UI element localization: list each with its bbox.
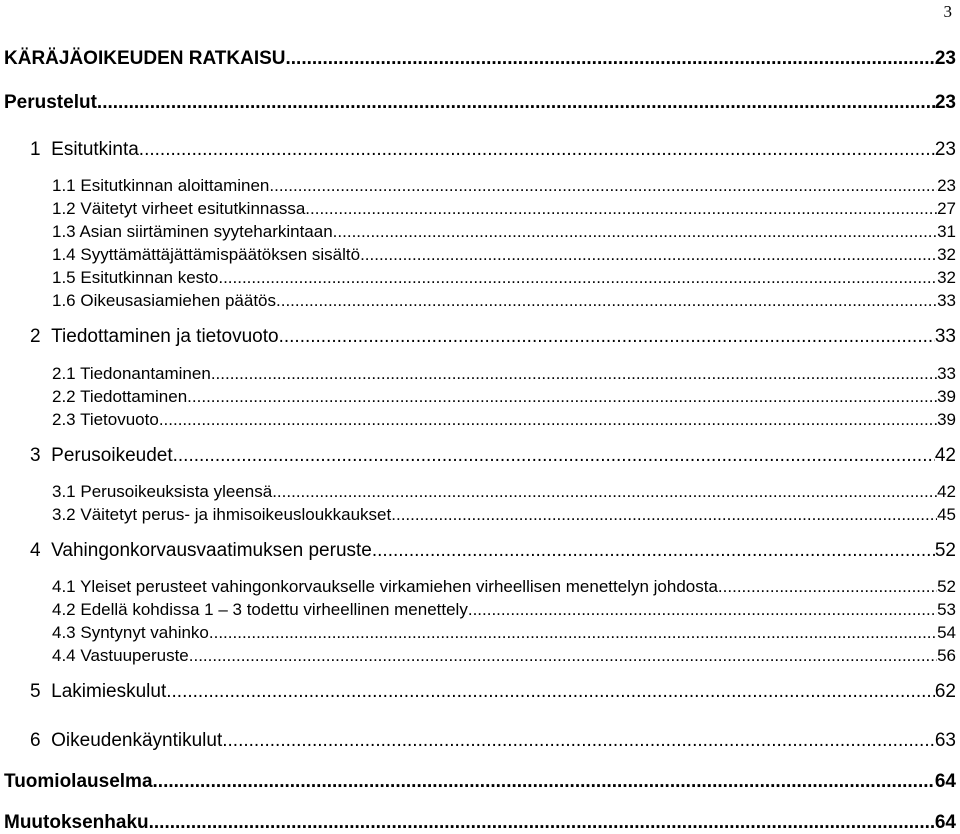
dot-leader (468, 600, 937, 620)
dot-leader (139, 139, 935, 161)
toc-entry-1-4[interactable] (52, 245, 956, 265)
toc-page: 33 (937, 364, 956, 383)
toc-page: 56 (937, 646, 956, 665)
toc-label: KÄRÄJÄOIKEUDEN RATKAISU (4, 48, 286, 69)
dot-leader (153, 771, 935, 793)
dot-leader (166, 681, 935, 703)
toc-page: 53 (937, 600, 956, 619)
toc-label: 4.2 Edellä kohdissa 1 – 3 todettu virheellinen menettely (52, 600, 468, 619)
toc-page: 27 (937, 199, 956, 218)
toc-label: 5 Lakimieskulut (30, 681, 167, 702)
toc-entry-perustelut[interactable] (4, 92, 956, 114)
toc-label: 1.3 Asian siirtäminen syyteharkintaan (52, 222, 333, 241)
dot-leader (372, 540, 935, 562)
toc-entry-6[interactable] (30, 730, 956, 752)
toc-page: 32 (937, 245, 956, 264)
toc-label: 1.5 Esitutkinnan kesto (52, 268, 219, 287)
toc-label: 1 Esitutkinta (30, 139, 139, 160)
dot-leader (149, 812, 935, 834)
toc-entry-karajaoikeuden-ratkaisu[interactable] (4, 48, 956, 70)
toc-page: 23 (937, 176, 956, 195)
toc-entry-2-2[interactable] (52, 387, 956, 407)
dot-leader (209, 623, 937, 643)
toc-label: 2.3 Tietovuoto (52, 410, 159, 429)
toc-page: 62 (934, 681, 956, 702)
toc-label: Perustelut (4, 92, 97, 113)
dot-leader (391, 505, 937, 525)
toc-label: 1.1 Esitutkinnan aloittaminen (52, 176, 270, 195)
toc-page: 42 (937, 482, 956, 501)
toc-entry-1[interactable] (30, 139, 956, 161)
dot-leader (360, 245, 937, 265)
toc-page: 39 (937, 410, 956, 429)
dot-leader (222, 730, 935, 752)
toc-entry-1-1[interactable] (52, 176, 956, 196)
dot-leader (269, 176, 937, 196)
toc-entry-4-2[interactable] (52, 600, 956, 620)
toc-label: 4.4 Vastuuperuste (52, 646, 189, 665)
dot-leader (187, 387, 937, 407)
toc-label: Tuomiolauselma (4, 771, 153, 792)
toc-page: 42 (934, 445, 956, 466)
toc-label: 1.6 Oikeusasiamiehen päätös (52, 291, 276, 310)
toc-page: 52 (934, 540, 956, 561)
dot-leader (173, 445, 935, 467)
toc-entry-1-2[interactable] (52, 199, 956, 219)
dot-leader (286, 48, 935, 70)
dot-leader (276, 291, 937, 311)
dot-leader (211, 364, 937, 384)
toc-label: Muutoksenhaku (4, 812, 149, 833)
dot-leader (279, 326, 935, 348)
toc-page: 33 (934, 326, 956, 347)
toc-entry-5[interactable] (30, 681, 956, 703)
dot-leader (718, 577, 937, 597)
toc-entry-3[interactable] (30, 445, 956, 467)
toc-label: 4.3 Syntynyt vahinko (52, 623, 209, 642)
toc-label: 3.1 Perusoikeuksista yleensä (52, 482, 273, 501)
toc-label: 1.2 Väitetyt virheet esitutkinnassa (52, 199, 306, 218)
toc-page: 23 (934, 48, 956, 69)
toc-entry-1-6[interactable] (52, 291, 956, 311)
toc-entry-4-1[interactable] (52, 577, 956, 597)
toc-page: 45 (937, 505, 956, 524)
toc-page: 33 (937, 291, 956, 310)
toc-page: 23 (934, 92, 956, 113)
toc-entry-4-4[interactable] (52, 646, 956, 666)
toc-page: 52 (937, 577, 956, 596)
toc-label: 3 Perusoikeudet (30, 445, 173, 466)
toc-entry-muutoksenhaku[interactable] (4, 812, 956, 834)
toc-page: 64 (934, 812, 956, 833)
toc-entry-2[interactable] (30, 326, 956, 348)
toc-label: 4 Vahingonkorvausvaatimuksen peruste (30, 540, 372, 561)
dot-leader (305, 199, 937, 219)
dot-leader (218, 268, 937, 288)
toc-page: 23 (934, 139, 956, 160)
toc-label: 2.2 Tiedottaminen (52, 387, 188, 406)
toc-page: 63 (934, 730, 956, 751)
toc-label: 2.1 Tiedonantaminen (52, 364, 211, 383)
toc-entry-1-3[interactable] (52, 222, 956, 242)
dot-leader (159, 410, 937, 430)
toc-label: 3.2 Väitetyt perus- ja ihmisoikeusloukkaukset (52, 505, 392, 524)
toc-page: 64 (934, 771, 956, 792)
toc-entry-4[interactable] (30, 540, 956, 562)
toc-entry-4-3[interactable] (52, 623, 956, 643)
toc-entry-3-1[interactable] (52, 482, 956, 502)
dot-leader (189, 646, 937, 666)
page-number: 3 (943, 2, 952, 21)
toc-label: 6 Oikeudenkäyntikulut (30, 730, 223, 751)
toc-label: 4.1 Yleiset perusteet vahingonkorvaukselle virkamiehen virheellisen menettelyn johdosta (52, 577, 718, 596)
toc-entry-2-1[interactable] (52, 364, 956, 384)
toc-entry-3-2[interactable] (52, 505, 956, 525)
toc-page: 54 (937, 623, 956, 642)
dot-leader (272, 482, 937, 502)
toc-page: 31 (937, 222, 956, 241)
toc-page: 32 (937, 268, 956, 287)
toc-label: 1.4 Syyttämättäjättämispäätöksen sisältö (52, 245, 361, 264)
toc-entry-tuomiolauselma[interactable] (4, 771, 956, 793)
dot-leader (333, 222, 937, 242)
toc-entry-2-3[interactable] (52, 410, 956, 430)
toc-label: 2 Tiedottaminen ja tietovuoto (30, 326, 279, 347)
dot-leader (97, 92, 935, 114)
toc-page: 39 (937, 387, 956, 406)
toc-entry-1-5[interactable] (52, 268, 956, 288)
